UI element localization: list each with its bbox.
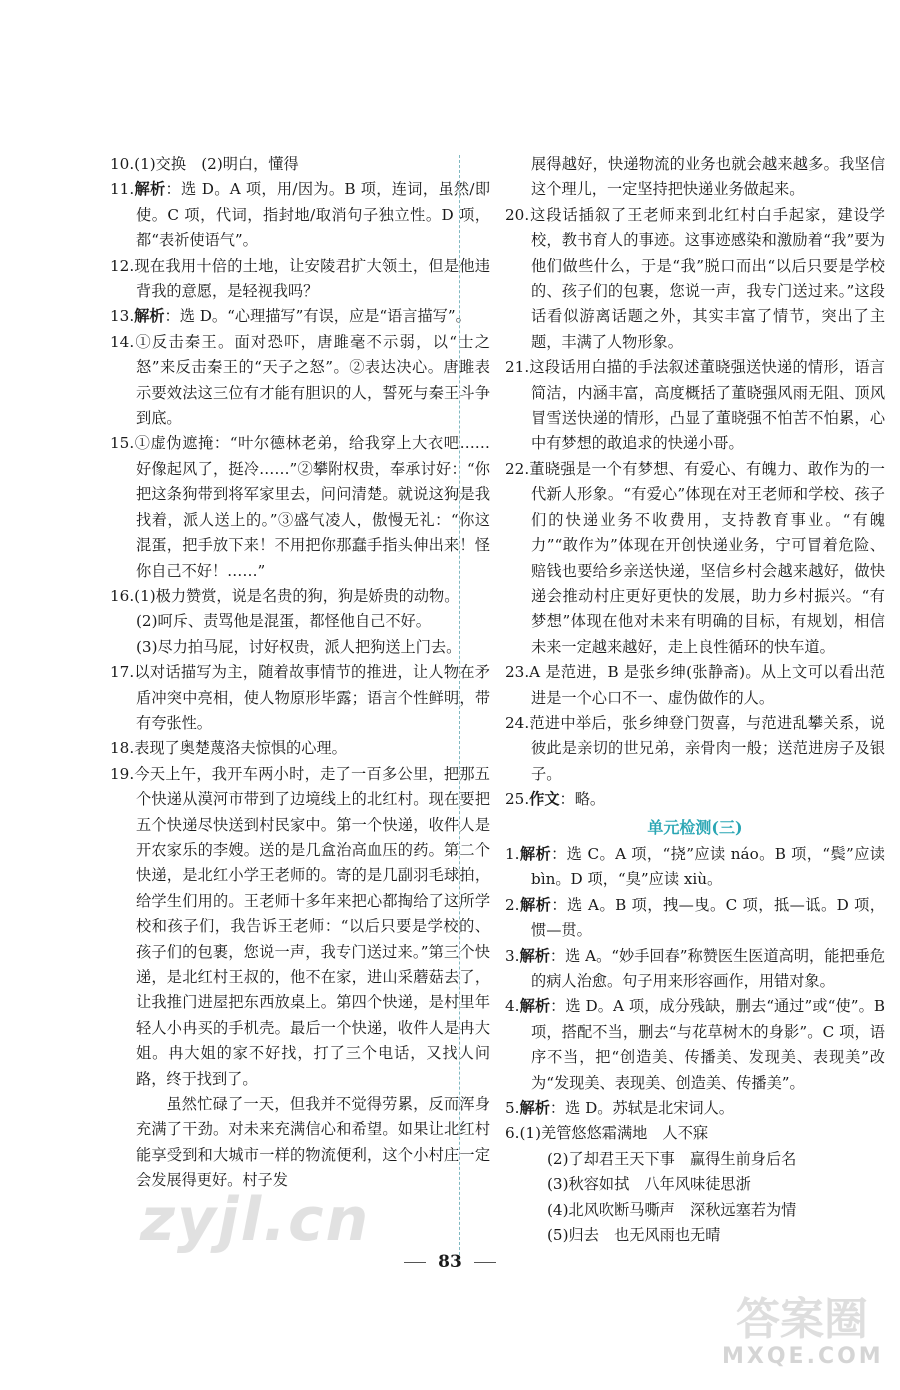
answer-19: 19.今天上午，我开车两小时，走了一百多公里，把那五个快递从漠河市带到了边境线上的北红村。现在要把五个快递尽快送到村民家中。第一个快递，收件人是开农家乐的李嫂。送的是几盒治高血压的药。第二个快递，是北红小学王老师的。寄的是几副羽毛球拍，给学生们用的。王老师十多年来把心都掏给了这所学校和孩子们，我告诉王老师：“以后只要是学校的、孩子们的包裹，您说一声，我专门送过来。”第三个快递，是北红村王叔的，他不在家，进山采蘑菇去了，让我推门进屋把东西放桌上。第四个快递，是村里年轻人小冉买的手机壳。最后一个快递，收件人是冉大姐。冉大姐的家不好找，打了三个电话，又找人问路，终于找到了。 — [110, 764, 490, 1088]
test-answer-6-4: (4)北风吹断马嘶声 深秋远塞若为情 — [547, 1200, 797, 1219]
answer-19-paragraph-2: 虽然忙碌了一天，但我并不觉得劳累，反而浑身充满了干劲。对未来充满信心和希望。如果让北红村能享受到和大城市一样的物流便利，这个小村庄一定会发展得更好。村子发 — [136, 1095, 490, 1190]
footer-dash-right — [474, 1262, 496, 1263]
answer-21: 21.这段话用白描的手法叙述董晓强送快递的情形，语言简洁，内涵丰富，高度概括了董晓强风雨无阻、顶风冒雪送快递的情形，凸显了董晓强不怕苦不怕累，心中有梦想的敢追求的快递小哥。 — [505, 358, 885, 453]
watermark-right-logo: 答案圈 — [736, 1294, 868, 1345]
right-column — [505, 152, 885, 1248]
test-answer-6-5: (5)归去 也无风雨也无晴 — [547, 1226, 721, 1245]
test-answer-3: 3.解析：选 A。“妙手回春”称赞医生医道高明，能把垂危的病人治愈。句子用来形容画作，用错对象。 — [505, 946, 886, 990]
answer-17: 17.以对话描写为主，随着故事情节的推进，让人物在矛盾冲突中亮相，使人物原形毕露；语言个性鲜明，带有夸张性。 — [110, 663, 490, 732]
test-answer-2: 2.解析：选 A。B 项，拽—曳。C 项，抵—诋。D 项，惯—贯。 — [505, 895, 885, 940]
answer-22: 22.董晓强是一个有梦想、有爱心、有魄力、敢作为的一代新人形象。“有爱心”体现在对王老师和学校、孩子们的快递业务不收费用，支持教育事业。“有魄力”“敢作为”体现在开创快递业务，宁可冒着危险、赔钱也要给乡亲送快递，坚信乡村会越来越好，做快递会推动村庄更好更快的发展，助力乡村振兴。“有梦想”体现在他对未来有明确的目标，有规划，相信未来一定越来越好，走上良性循环的快车道。 — [505, 459, 885, 656]
answer-16-3: (3)尽力拍马屁，讨好权贵，派人把狗送上门去。 — [136, 637, 462, 656]
test-answer-1: 1.解析：选 C。A 项，“挠”应读 náo。B 项，“鬓”应读 bìn。D 项，“臭”应读 xiù。 — [505, 844, 885, 889]
test-answer-5: 5.解析：选 D。苏轼是北宋词人。 — [505, 1099, 734, 1118]
test-answer-6-1: 6.(1)羌管悠悠霜满地 人不寐 — [505, 1124, 709, 1143]
answer-15: 15.①虚伪遮掩：“叶尔德林老弟，给我穿上大衣吧……好像起风了，挺冷……”②攀附权贵，奉承讨好：“你把这条狗带到将军家里去，问问清楚。就说这狗是我找着，派人送上的。”③盛气凌人，傲慢无礼：“你这混蛋，把手放下来！不用把你那蠢手指头伸出来！怪你自己不好！……” — [110, 434, 490, 580]
page-number: 83 — [438, 1252, 462, 1272]
column-divider — [459, 155, 460, 1265]
watermark-right-domain: MXQE.COM — [722, 1344, 884, 1369]
answer-20: 20.这段话插叙了王老师来到北红村白手起家，建设学校，教书育人的事迹。这事迹感染和激励着“我”要为他们做些什么，于是“我”脱口而出“以后只要是学校的、孩子们的包裹，您说一声，我专门送过来。”这段话看似游离话题之外，其实丰富了情节，突出了主题，丰满了人物形象。 — [505, 205, 885, 351]
page-number-footer — [0, 1252, 900, 1272]
answer-10: 10.(1)交换 (2)明白，懂得 — [110, 155, 299, 173]
left-column — [110, 152, 490, 1194]
answer-16-1: 16.(1)极力赞赏，说是名贵的狗，狗是娇贵的动物。 — [110, 586, 460, 605]
answer-18: 18.表现了奥楚蔑洛夫惊惧的心理。 — [110, 739, 347, 758]
watermark-right — [722, 1296, 882, 1369]
test-answer-6-3: (3)秋容如拭 八年风味徒思浙 — [547, 1175, 751, 1194]
answer-16-2: (2)呵斥、责骂他是混蛋，都怪他自己不好。 — [136, 612, 431, 631]
answer-14: 14.①反击秦王。面对恐吓，唐雎毫不示弱，以“士之怒”来反击秦王的“天子之怒”。②表达决心。唐雎表示要效法这三位有才能有胆识的人，誓死与秦王斗争到底。 — [110, 332, 490, 428]
watermark-left: zyjl.cn — [140, 1185, 371, 1255]
answer-12: 12.现在我用十倍的土地，让安陵君扩大领土，但是他违背我的意愿，是轻视我吗？ — [110, 256, 490, 301]
answer-25: 25.作文：略。 — [505, 790, 606, 809]
test-answer-6-2: (2)了却君王天下事 赢得生前身后名 — [547, 1149, 797, 1168]
answer-23: 23.A 是范进，B 是张乡绅(张静斋)。从上文可以看出范进是一个心口不一、虚伪做作的人。 — [505, 663, 885, 707]
answer-13: 13.解析：选 D。“心理描写”有误，应是“语言描写”。 — [110, 307, 471, 326]
answer-24: 24.范进中举后，张乡绅登门贺喜，与范进乱攀关系，说彼此是亲切的世兄弟，亲骨肉一般；送范进房子及银子。 — [505, 713, 885, 783]
answer-11: 11.解析：选 D。A 项，用/因为。B 项，连词，虽然/即使。C 项，代词，指封地/取消句子独立性。D 项，都“表祈使语气”。 — [110, 180, 491, 250]
section-title: 单元检测(三) — [647, 817, 743, 837]
answer-19-continued: 展得越好，快递物流的业务也就会越来越多。我坚信这个理儿，一定坚持把快递业务做起来。 — [531, 155, 885, 199]
footer-dash-left — [404, 1262, 426, 1263]
test-answer-4: 4.解析：选 D。A 项，成分残缺，删去“通过”或“使”。B 项，搭配不当，删去“与花草树木的身影”。C 项，语序不当，把“创造美、传播美、发现美、表现美”改为“发现美、表现美、创造美、传播美”。 — [505, 997, 885, 1092]
